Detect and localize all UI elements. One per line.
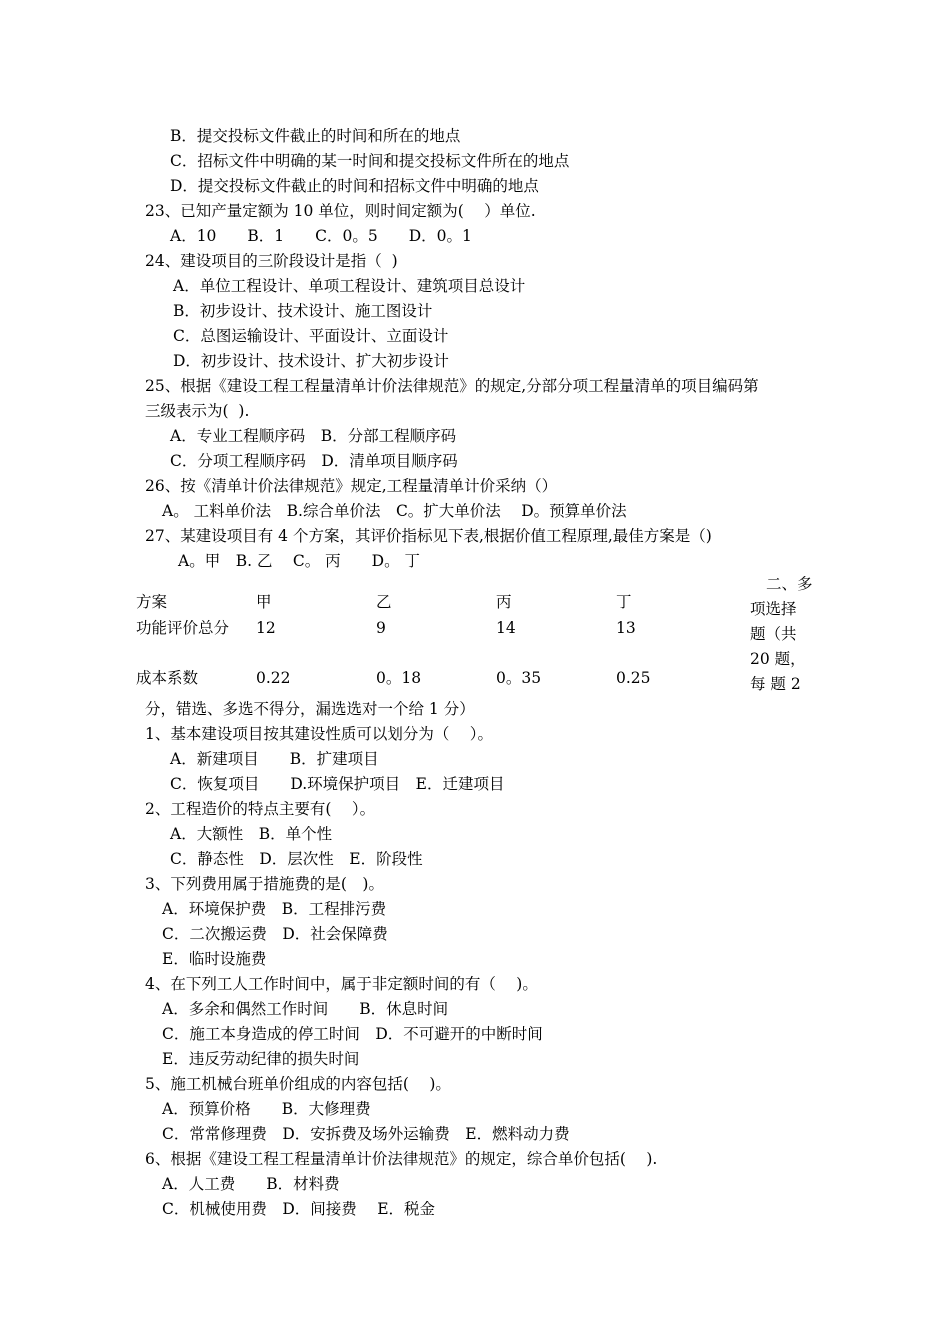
option-line: C．二次搬运费 D．社会保障费	[162, 925, 388, 943]
question-23: 23、已知产量定额为 10 单位，则时间定额为( ）单位.	[145, 202, 536, 220]
option-line: A．人工费 B．材料费	[162, 1175, 340, 1193]
option-line: A．多余和偶然工作时间 B．休息时间	[162, 1000, 449, 1018]
table-cell: 0。18	[376, 669, 422, 687]
option-line: C．招标文件中明确的某一时间和提交投标文件所在的地点	[170, 152, 570, 170]
table-cell: 14	[496, 619, 516, 637]
table-cell: 成本系数	[136, 669, 199, 687]
question-1: 1、基本建设项目按其建设性质可以划分为（ ）。	[145, 725, 494, 743]
section-heading-line: 项选择	[750, 600, 797, 618]
option-line: A．新建项目 B．扩建项目	[170, 750, 379, 768]
option-line: A．预算价格 B．大修理费	[162, 1100, 371, 1118]
option-line: C．分项工程顺序码 D．清单项目顺序码	[170, 452, 458, 470]
question-6: 6、根据《建设工程工程量清单计价法律规范》的规定，综合单价包括( ).	[145, 1150, 658, 1168]
option-line: A．10 B．1 C．0。5 D．0。1	[170, 227, 472, 245]
table-header-cell: 丙	[496, 593, 512, 611]
option-line: A．环境保护费 B．工程排污费	[162, 900, 387, 918]
option-line: C．施工本身造成的停工时间 D．不可避开的中断时间	[162, 1025, 543, 1043]
table-cell: 13	[616, 619, 636, 637]
option-line: B．提交投标文件截止的时间和所在的地点	[170, 127, 461, 145]
table-cell: 12	[256, 619, 276, 637]
option-line: E．临时设施费	[162, 950, 267, 968]
table-header-cell: 甲	[256, 593, 272, 611]
question-27: 27、某建设项目有 4 个方案，其评价指标见下表,根据价值工程原理,最佳方案是（)	[145, 527, 712, 545]
question-25: 25、根据《建设工程工程量清单计价法律规范》的规定,分部分项工程量清单的项目编码第	[145, 377, 759, 395]
section-heading-line: 20 题，	[750, 650, 806, 668]
section-heading-line: 题（共	[750, 625, 797, 643]
option-line: C．静态性 D．层次性 E．阶段性	[170, 850, 423, 868]
option-line: A．大额性 B．单个性	[170, 825, 333, 843]
section-heading-multiple-choice	[750, 572, 820, 697]
option-line: A。 工料单价法 B.综合单价法 C。扩大单价法 D。预算单价法	[162, 502, 627, 520]
question-2: 2、工程造价的特点主要有( ）。	[145, 800, 376, 818]
option-line: A．专业工程顺序码 B．分部工程顺序码	[170, 427, 457, 445]
section-heading-line: 二、多	[766, 575, 813, 593]
option-line: E．违反劳动纪律的损失时间	[162, 1050, 360, 1068]
question-24: 24、建设项目的三阶段设计是指（ )	[145, 252, 398, 270]
table-cell: 9	[376, 619, 386, 637]
option-line: D．初步设计、技术设计、扩大初步设计	[173, 352, 449, 370]
section-heading-continued: 分，错选、多选不得分，漏选选对一个给 1 分）	[145, 700, 475, 718]
question-5: 5、施工机械台班单价组成的内容包括( )。	[145, 1075, 451, 1093]
section-heading-line: 每 题 2	[750, 675, 801, 693]
table-cell: 0。35	[496, 669, 542, 687]
table-header-cell: 乙	[376, 593, 392, 611]
question-3: 3、下列费用属于措施费的是( )。	[145, 875, 384, 893]
question-26: 26、按《清单计价法律规范》规定,工程量清单计价采纳（）	[145, 477, 558, 495]
table-cell: 0.25	[616, 669, 651, 687]
table-header-cell: 丁	[616, 593, 632, 611]
option-line: B．初步设计、技术设计、施工图设计	[173, 302, 433, 320]
table-cell: 功能评价总分	[136, 619, 230, 637]
option-line: C．常常修理费 D．安拆费及场外运输费 E．燃料动力费	[162, 1125, 570, 1143]
question-25-continued: 三级表示为( ).	[145, 402, 250, 420]
option-line: A．单位工程设计、单项工程设计、建筑项目总设计	[173, 277, 526, 295]
question-4: 4、在下列工人工作时间中，属于非定额时间的有（ )。	[145, 975, 538, 993]
option-line: C．恢复项目 D.环境保护项目 E．迁建项目	[170, 775, 505, 793]
option-line: A。甲 B. 乙 C。 丙 D。 丁	[178, 552, 421, 570]
option-line: D．提交投标文件截止的时间和招标文件中明确的地点	[170, 177, 539, 195]
table-cell: 0.22	[256, 669, 291, 687]
option-line: C．总图运输设计、平面设计、立面设计	[173, 327, 449, 345]
option-line: C．机械使用费 D．间接费 E．税金	[162, 1200, 436, 1218]
table-header-cell: 方案	[136, 593, 168, 611]
